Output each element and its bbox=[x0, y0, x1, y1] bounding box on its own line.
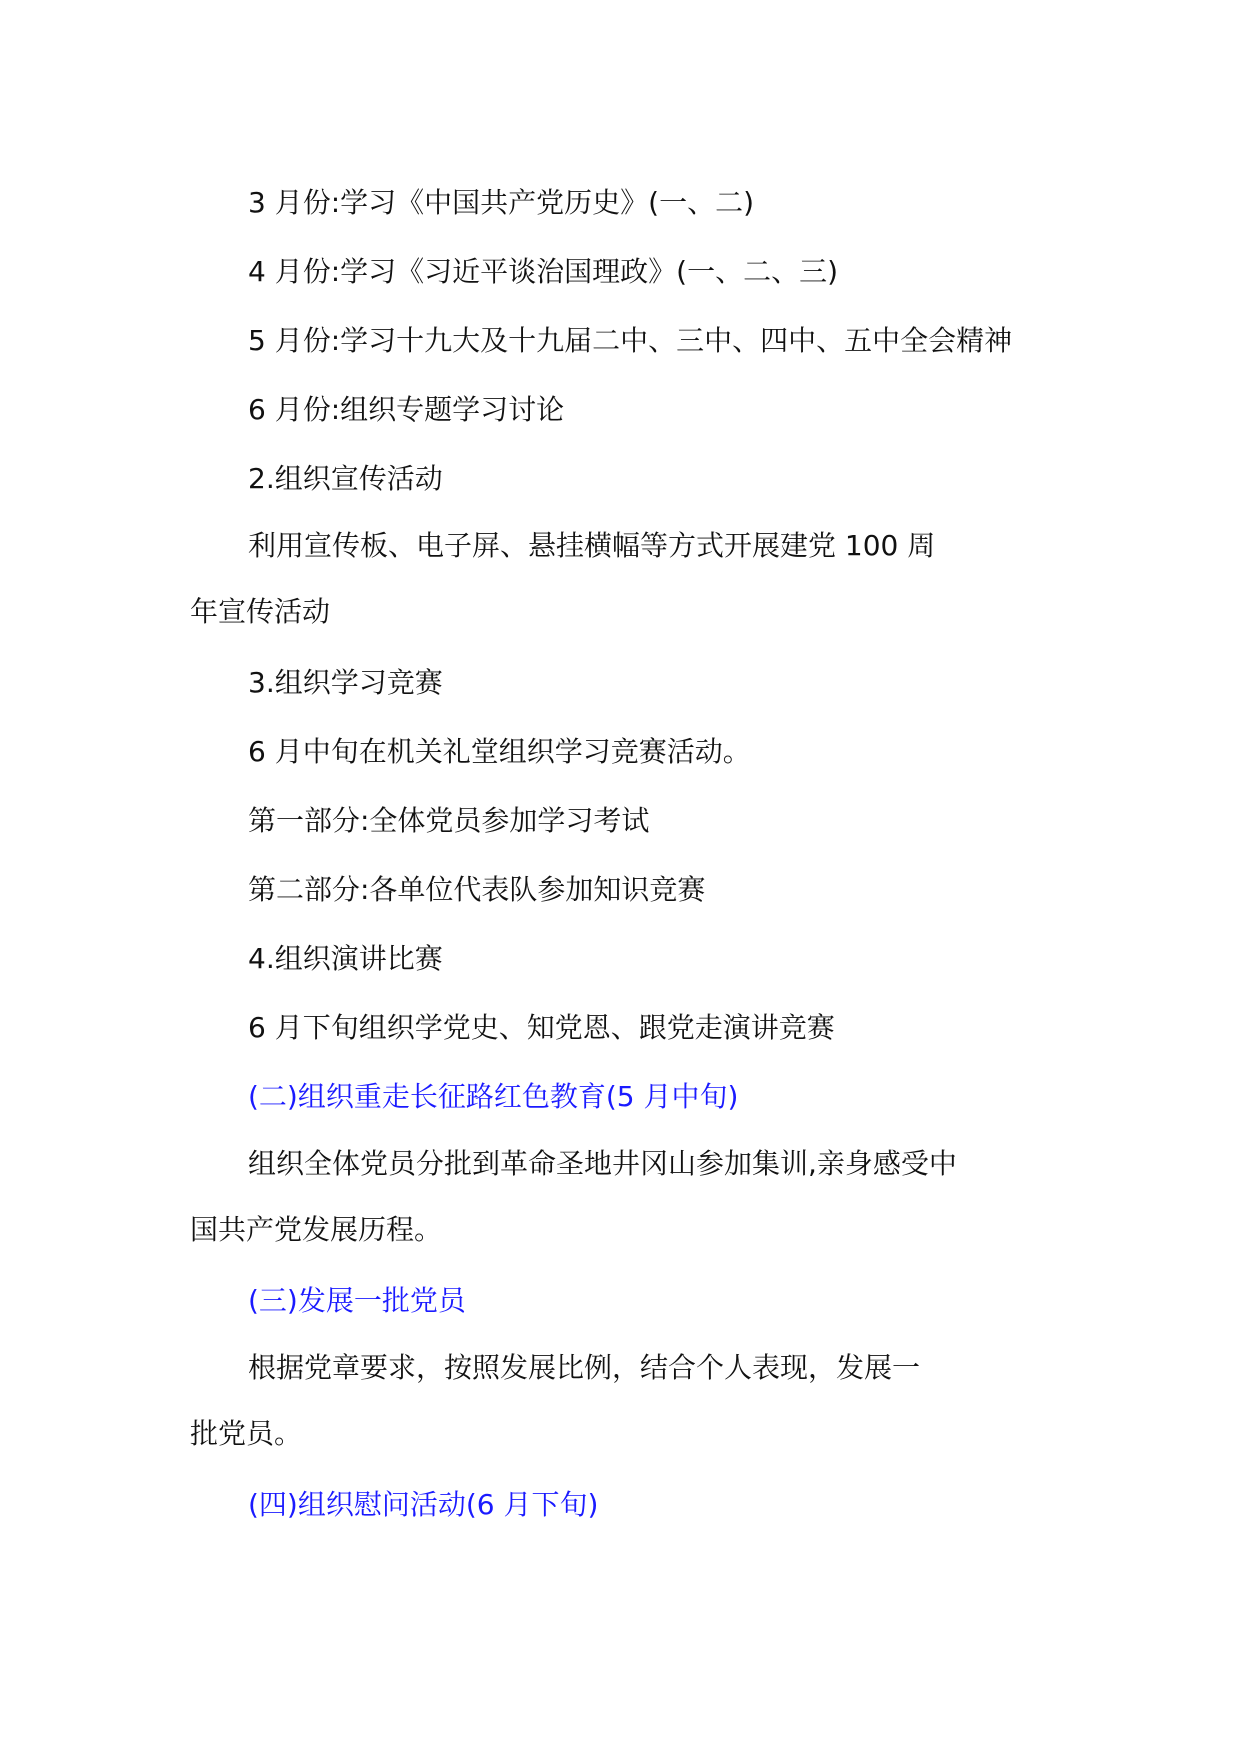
section-4-heading: (四)组织慰问活动(6 月下旬) bbox=[248, 1488, 599, 1521]
item-2-heading: 2.组织宣传活动 bbox=[248, 462, 443, 495]
section-2-heading: (二)组织重走长征路红色教育(5 月中旬) bbox=[248, 1080, 739, 1113]
item-4-text: 6 月下旬组织学党史、知党恩、跟党走演讲竞赛 bbox=[248, 1011, 835, 1044]
section-2-paragraph: 组织全体党员分批到革命圣地井冈山参加集训,亲身感受中国共产党发展历程。 bbox=[190, 1147, 957, 1246]
schedule-may: 5 月份:学习十九大及十九届二中、三中、四中、五中全会精神 bbox=[248, 324, 1013, 357]
item-4-heading: 4.组织演讲比赛 bbox=[248, 942, 443, 975]
document-body bbox=[190, 168, 1060, 1539]
item-3-text: 6 月中旬在机关礼堂组织学习竞赛活动。 bbox=[248, 735, 751, 768]
section-3-heading: (三)发展一批党员 bbox=[248, 1284, 466, 1317]
schedule-june: 6 月份:组织专题学习讨论 bbox=[248, 393, 565, 426]
item-3-heading: 3.组织学习竞赛 bbox=[248, 666, 443, 699]
schedule-march: 3 月份:学习《中国共产党历史》(一、二) bbox=[248, 186, 754, 219]
schedule-april: 4 月份:学习《习近平谈治国理政》(一、二、三) bbox=[248, 255, 838, 288]
part-two-text: 第二部分:各单位代表队参加知识竞赛 bbox=[248, 873, 706, 906]
part-one-text: 第一部分:全体党员参加学习考试 bbox=[248, 804, 650, 837]
section-3-paragraph: 根据党章要求，按照发展比例，结合个人表现，发展一批党员。 bbox=[190, 1351, 921, 1450]
item-2-paragraph: 利用宣传板、电子屏、悬挂横幅等方式开展建党 100 周年宣传活动 bbox=[190, 529, 936, 628]
